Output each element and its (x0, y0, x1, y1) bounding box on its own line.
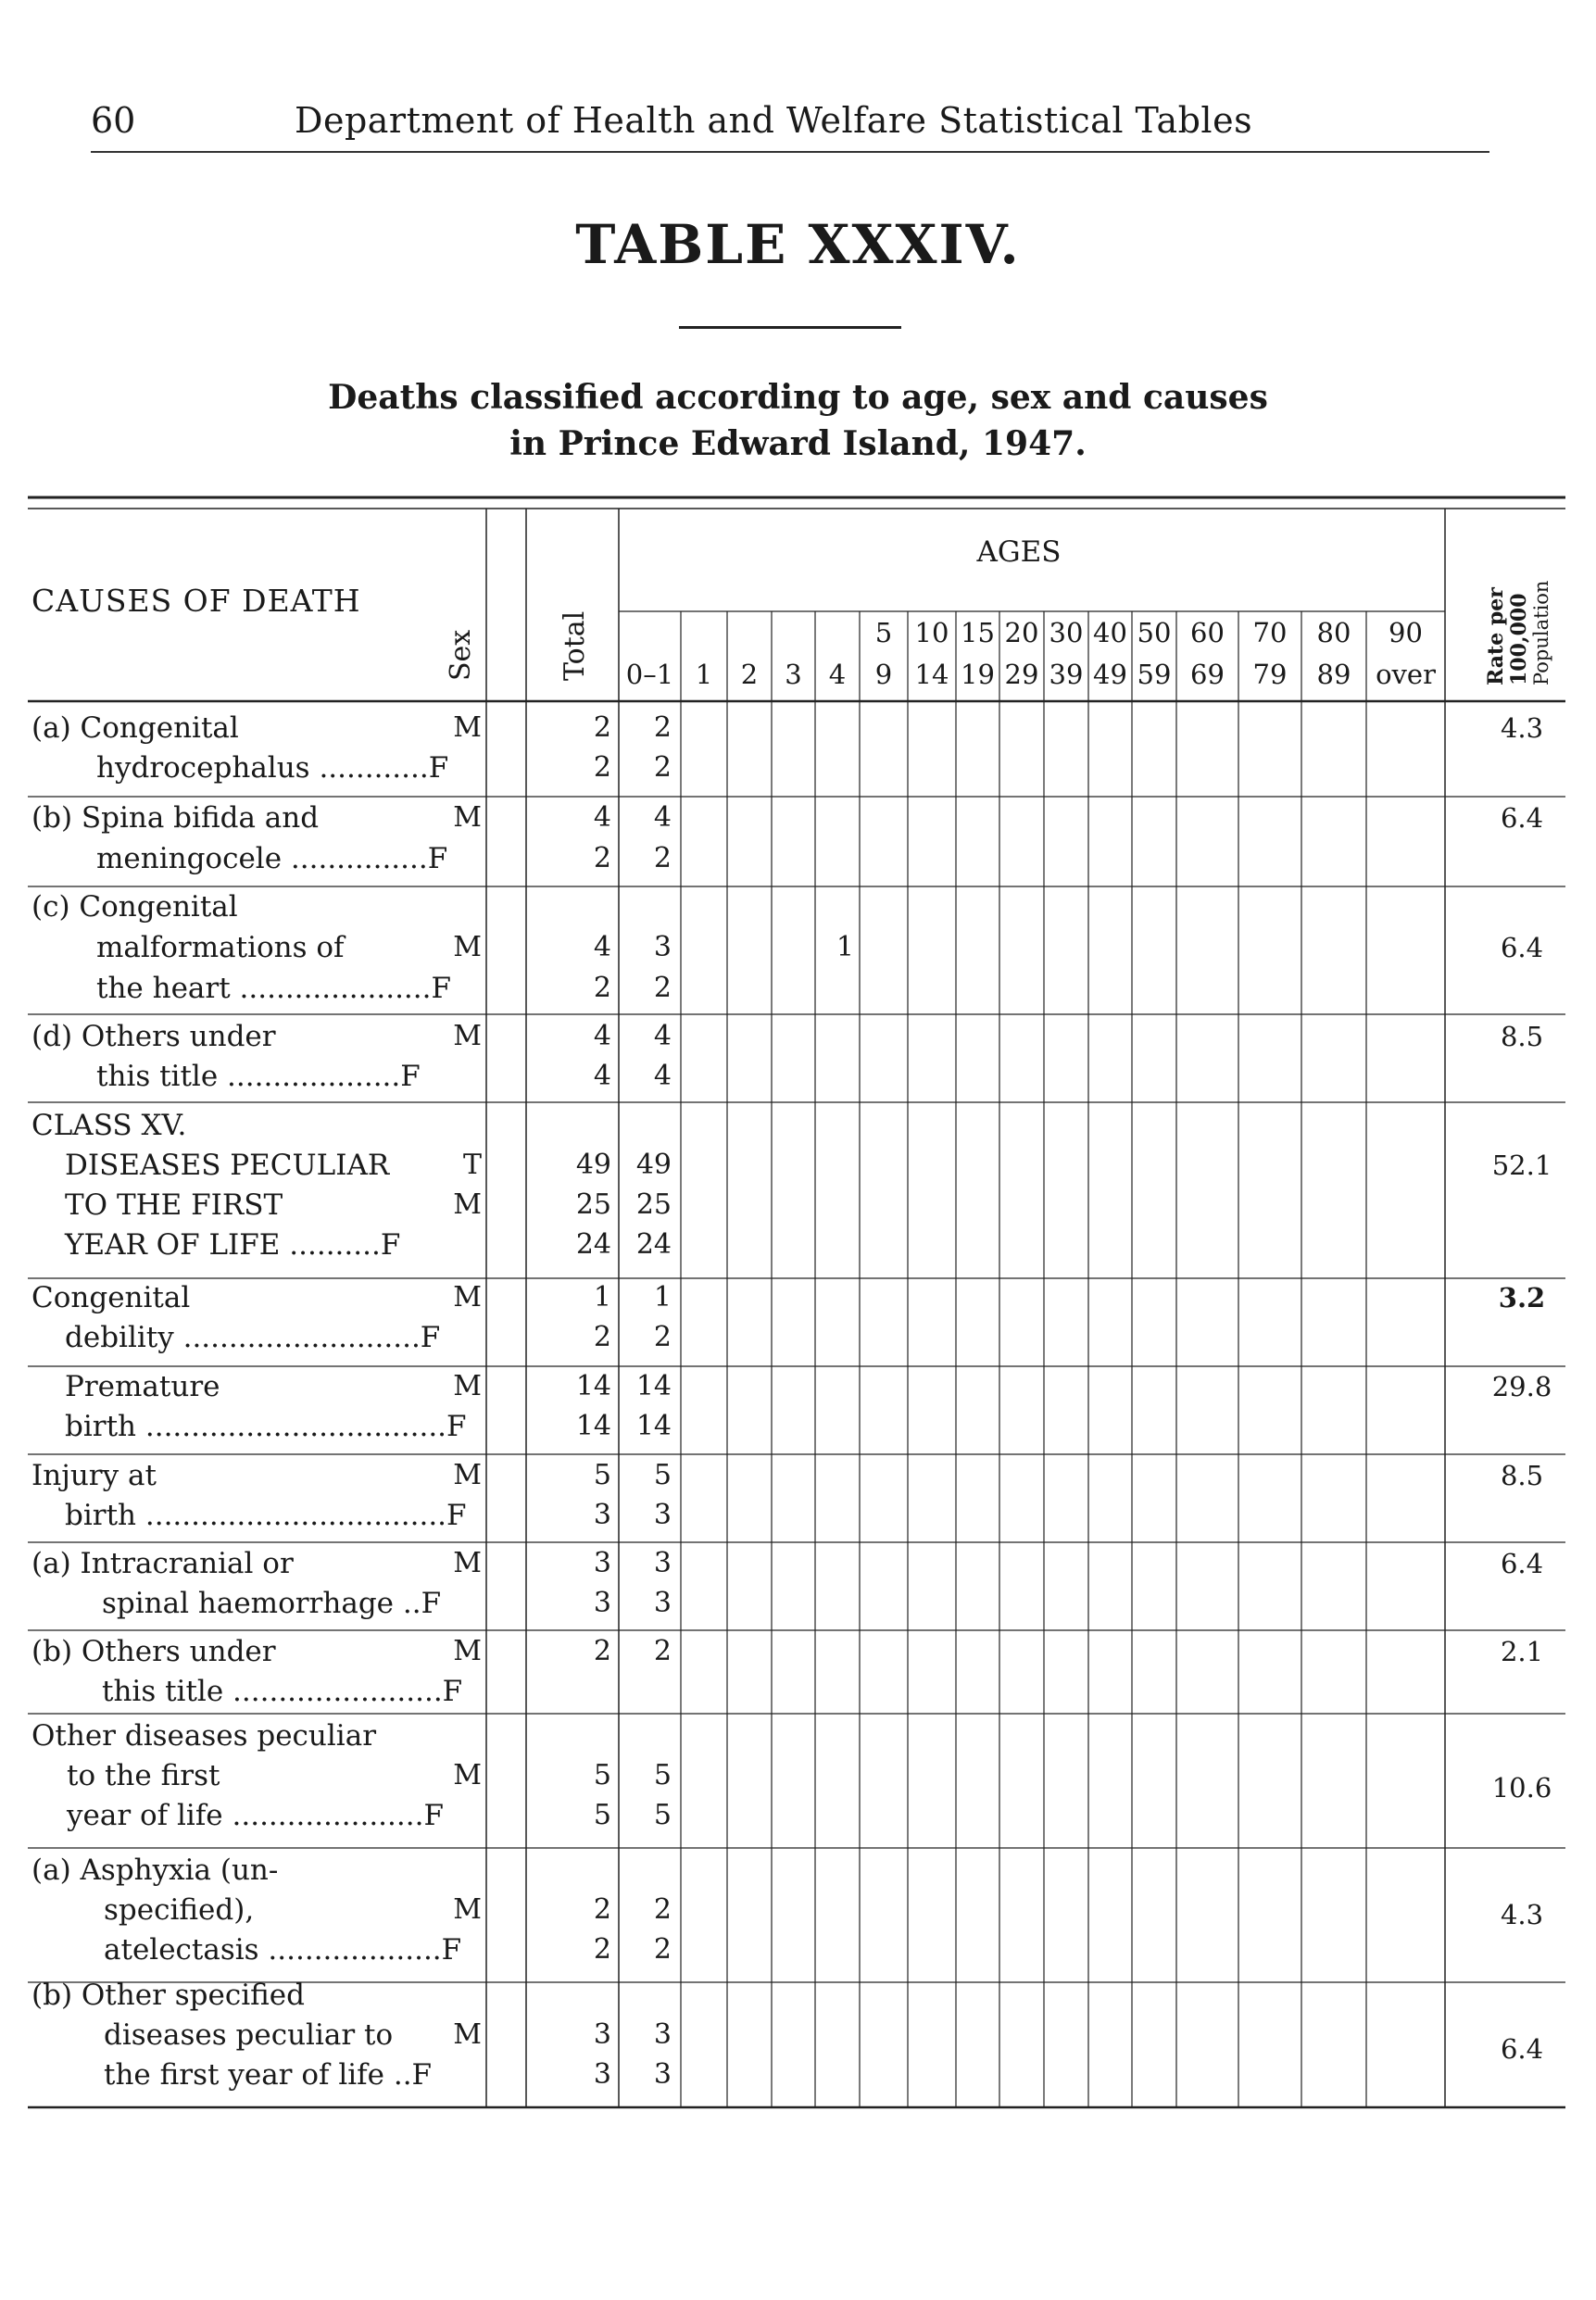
total-value: 2 (593, 842, 611, 874)
age-value: 4 (653, 1020, 672, 1052)
cause-label: malformations of (96, 931, 345, 964)
cause-label: to the first (67, 1759, 220, 1792)
age-bottom-label: 59 (1137, 659, 1172, 690)
cause-label: this title .......................F (102, 1675, 463, 1708)
age-bottom-label: 1 (695, 659, 713, 690)
total-value: 4 (593, 1020, 611, 1052)
total-value: 3 (593, 2018, 611, 2051)
total-value: 5 (593, 1799, 611, 1831)
rate-header-line-2: 100,000 (1507, 593, 1531, 685)
age-top-label: 30 (1049, 617, 1084, 648)
sex-value: M (453, 1893, 482, 1926)
table-title: TABLE XXXIV. (575, 213, 1021, 276)
cause-label: hydrocephalus ............F (96, 751, 449, 785)
total-value: 2 (593, 711, 611, 744)
sex-header: Sex (445, 629, 477, 681)
cause-label: (b) Others under (31, 1635, 276, 1668)
age-top-label: 50 (1137, 617, 1172, 648)
sex-value: M (453, 801, 482, 834)
sex-value: M (453, 1635, 482, 1667)
rate-value: 6.4 (1500, 1548, 1544, 1579)
rate-value: 6.4 (1500, 2033, 1544, 2065)
cause-label: spinal haemorrhage ..F (102, 1587, 442, 1620)
age-bottom-label: 9 (874, 659, 893, 690)
cause-label: year of life .....................F (67, 1799, 444, 1832)
cause-label: (c) Congenital (31, 890, 238, 924)
sex-value: M (453, 931, 482, 963)
age-value: 1 (836, 931, 854, 963)
rate-value: 8.5 (1500, 1021, 1544, 1052)
cause-label: Premature (65, 1370, 220, 1403)
cause-label: this title ...................F (96, 1060, 421, 1093)
cause-label: meningocele ...............F (96, 842, 448, 875)
age-bottom-label: 2 (740, 659, 759, 690)
age-value: 3 (653, 931, 672, 963)
age-bottom-label: 29 (1004, 659, 1039, 690)
cause-label: diseases peculiar to (104, 2018, 394, 2052)
sex-value: M (453, 1281, 482, 1313)
age-bottom-label: 0–1 (625, 659, 674, 690)
total-value: 2 (593, 1893, 611, 1926)
rate-value: 6.4 (1500, 932, 1544, 963)
total-value: 3 (593, 2058, 611, 2091)
age-value: 2 (653, 842, 672, 874)
age-bottom-label: 39 (1049, 659, 1084, 690)
causes-header: CAUSES OF DEATH (31, 583, 361, 619)
total-value: 4 (593, 931, 611, 963)
age-value: 5 (653, 1799, 672, 1831)
age-value: 2 (653, 972, 672, 1004)
sex-value: M (453, 711, 482, 744)
age-value: 2 (653, 1933, 672, 1966)
rate-value: 2.1 (1500, 1636, 1544, 1667)
age-top-label: 80 (1316, 617, 1351, 648)
rate-header-line-3: Population (1530, 580, 1552, 685)
cause-label: Congenital (31, 1281, 191, 1314)
cause-label: birth .................................F (65, 1410, 467, 1443)
total-value: 2 (593, 1321, 611, 1353)
total-value: 5 (593, 1459, 611, 1491)
total-value: 49 (575, 1149, 611, 1181)
cause-label: the heart .....................F (96, 972, 451, 1005)
cause-label: birth .................................F (65, 1499, 467, 1532)
age-value: 2 (653, 711, 672, 744)
age-value: 49 (635, 1149, 672, 1181)
age-bottom-label: 49 (1093, 659, 1127, 690)
sex-value: M (453, 1020, 482, 1052)
total-value: 25 (575, 1188, 611, 1221)
table-caption-line-1: Deaths classified according to age, sex and causes (328, 378, 1268, 417)
age-value: 3 (653, 1499, 672, 1531)
age-value: 1 (653, 1281, 672, 1313)
age-top-label: 20 (1004, 617, 1039, 648)
age-top-label: 70 (1252, 617, 1288, 648)
cause-label: Other diseases peculiar (31, 1719, 377, 1753)
cause-label: (a) Asphyxia (un- (31, 1854, 279, 1887)
cause-label: Injury at (31, 1459, 157, 1492)
age-value: 3 (653, 2018, 672, 2051)
total-value: 14 (575, 1410, 611, 1442)
rate-header-line-1: Rate per (1484, 587, 1508, 685)
age-bottom-label: over (1376, 659, 1436, 690)
age-top-label: 40 (1093, 617, 1127, 648)
age-bottom-label: 89 (1316, 659, 1351, 690)
cause-label: (a) Congenital (31, 711, 239, 745)
cause-label: (a) Intracranial or (31, 1547, 294, 1580)
age-top-label: 10 (914, 617, 949, 648)
ages-header: AGES (976, 535, 1062, 569)
total-value: 2 (593, 1933, 611, 1966)
total-value: 1 (593, 1281, 611, 1313)
age-top-label: 60 (1190, 617, 1225, 648)
total-value: 4 (593, 1060, 611, 1092)
total-value: 2 (593, 972, 611, 1004)
total-value: 3 (593, 1587, 611, 1619)
class-label: DISEASES PECULIAR (65, 1149, 390, 1182)
age-value: 24 (635, 1228, 672, 1261)
cause-label: specified), (104, 1893, 255, 1927)
age-value: 14 (635, 1410, 672, 1442)
age-value: 14 (635, 1370, 672, 1402)
age-top-label: 15 (961, 617, 995, 648)
rate-value: 4.3 (1500, 1899, 1544, 1930)
age-value: 2 (653, 1321, 672, 1353)
rate-value: 4.3 (1500, 712, 1544, 744)
sex-value: M (453, 1759, 482, 1791)
cause-label: (d) Others under (31, 1020, 276, 1053)
age-value: 3 (653, 2058, 672, 2091)
sex-value: T (462, 1149, 482, 1181)
age-value: 25 (635, 1188, 672, 1221)
total-header: Total (559, 610, 591, 681)
sex-value: M (453, 2018, 482, 2051)
age-value: 5 (653, 1459, 672, 1491)
age-bottom-label: 69 (1190, 659, 1225, 690)
class-label: YEAR OF LIFE ..........F (65, 1228, 401, 1262)
age-top-label: 90 (1389, 617, 1423, 648)
rate-value: 10.6 (1491, 1772, 1552, 1804)
class-label: TO THE FIRST (65, 1188, 283, 1222)
age-bottom-label: 4 (828, 659, 847, 690)
rate-value: 52.1 (1491, 1150, 1552, 1181)
age-value: 2 (653, 1635, 672, 1667)
age-bottom-label: 79 (1252, 659, 1288, 690)
cause-label: the first year of life ..F (104, 2058, 433, 2092)
page-number: 60 (91, 100, 136, 141)
sex-value: M (453, 1370, 482, 1402)
cause-label: (b) Spina bifida and (31, 801, 320, 835)
total-value: 2 (593, 751, 611, 784)
total-value: 14 (575, 1370, 611, 1402)
total-value: 2 (593, 1635, 611, 1667)
running-title: Department of Health and Welfare Statistical Tables (295, 100, 1253, 141)
cause-label: (b) Other specified (31, 1979, 305, 2012)
age-top-label: 5 (874, 617, 893, 648)
sex-value: M (453, 1547, 482, 1579)
cause-label: atelectasis ...................F (104, 1933, 462, 1967)
rate-value: 6.4 (1500, 802, 1544, 834)
total-value: 3 (593, 1499, 611, 1531)
age-value: 4 (653, 801, 672, 834)
class-label: CLASS XV. (31, 1109, 187, 1142)
sex-value: M (453, 1188, 482, 1221)
total-value: 24 (575, 1228, 611, 1261)
age-value: 3 (653, 1587, 672, 1619)
rate-value: 3.2 (1498, 1282, 1546, 1313)
table-caption-line-2: in Prince Edward Island, 1947. (509, 424, 1087, 463)
age-bottom-label: 3 (785, 659, 802, 690)
age-value: 3 (653, 1547, 672, 1579)
age-value: 2 (653, 1893, 672, 1926)
cause-label: debility ..........................F (65, 1321, 441, 1354)
age-bottom-label: 19 (961, 659, 995, 690)
age-value: 2 (653, 751, 672, 784)
total-value: 3 (593, 1547, 611, 1579)
age-bottom-label: 14 (914, 659, 949, 690)
rate-value: 8.5 (1500, 1460, 1544, 1491)
total-value: 4 (593, 801, 611, 834)
total-value: 5 (593, 1759, 611, 1791)
rate-value: 29.8 (1491, 1371, 1552, 1402)
sex-value: M (453, 1459, 482, 1491)
age-value: 5 (653, 1759, 672, 1791)
age-value: 4 (653, 1060, 672, 1092)
